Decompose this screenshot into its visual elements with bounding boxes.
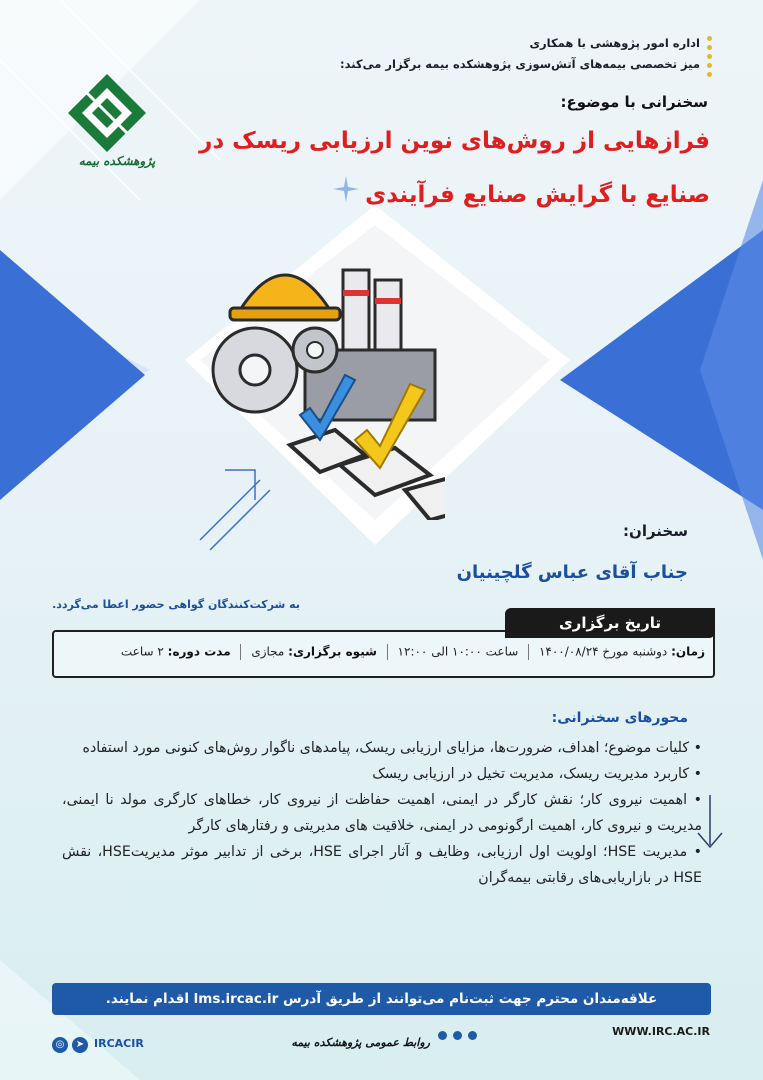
time-value: دوشنبه مورخ ۱۴۰۰/۰۸/۲۴	[538, 644, 668, 659]
list-item: • کاربرد مدیریت ریسک، مدیریت تخیل در ارزیابی ریسک	[372, 766, 702, 782]
topic-label: سخنرانی با موضوع:	[560, 93, 708, 111]
duration-label: مدت دوره:	[167, 644, 231, 659]
duration-value: ۲ ساعت	[120, 644, 164, 659]
intro-line-2: میز تخصصی بیمه‌های آتش‌سوزی پژوهشکده بیمه برگزار می‌کند:	[340, 57, 700, 71]
speaker-name: جناب آقای عباس گلچینیان	[456, 562, 688, 583]
speaker-label: سخنران:	[623, 522, 688, 540]
axes-label: محورهای سخنرانی:	[551, 710, 688, 726]
hard-hat-icon	[230, 275, 340, 320]
intro-line-1: اداره امور پژوهشی با همکاری	[529, 36, 700, 50]
schedule-row	[121, 644, 705, 660]
logo-icon	[66, 72, 148, 154]
telegram-icon[interactable]: ➤	[72, 1037, 88, 1053]
method-value: مجازی	[251, 644, 285, 659]
list-item: • کلیات موضوع؛ اهداف، ضرورت‌ها، مزایای ارزیابی ریسک، پیامدهای ناگوار روش‌های کنونی مورد استفاده	[82, 740, 702, 756]
axes-list	[62, 735, 702, 891]
list-item: • مدیریت HSE؛ اولویت اول ارزیابی، وظایف و آثار اجرای HSE، برخی از تدابیر موثر مدیریتHSE، نقش HSE در بازاریابی‌های رقابتی بیمه‌گران	[62, 844, 703, 886]
website-link[interactable]: WWW.IRC.AC.IR	[612, 1025, 710, 1038]
title-line-2: صنایع با گرایش صنایع فرآیندی	[365, 182, 710, 208]
hours-value: ساعت ۱۰:۰۰ الی ۱۲:۰۰	[397, 644, 519, 659]
date-badge: تاریخ برگزاری	[505, 608, 715, 638]
time-label: زمان:	[671, 644, 705, 659]
instagram-icon[interactable]: ◎	[52, 1037, 68, 1053]
industry-illustration	[195, 250, 445, 520]
bg-left-blue-triangle	[0, 250, 145, 500]
social-handle[interactable]: IRCACIR	[94, 1037, 144, 1050]
logo-caption: پژوهشکده بیمه	[78, 154, 156, 168]
title-line-1: فرازهایی از روش‌های نوین ارزیابی ریسک در	[199, 128, 710, 154]
registration-bar: علاقه‌مندان محترم جهت ثبت‌نام می‌توانند از طریق آدرس lms.ircac.ir اقدام نمایند.	[52, 983, 711, 1015]
header-dots	[707, 36, 713, 81]
list-item: • اهمیت نیروی کار؛ نقش کارگر در ایمنی، اهمیت حفاظت از نیروی کار، خطاهای کارگری مولد نا ایمنی، مدیریت و نیروی کار، اهمیت ارگونومی در ایمنی، خلاقیت های مدیریتی و رفتارهای کارگر	[62, 792, 702, 834]
method-label: شیوه برگزاری:	[288, 644, 377, 659]
footer-dots	[435, 1025, 480, 1044]
public-relations: روابط عمومی پژوهشکده بیمه	[291, 1036, 430, 1049]
certificate-note: به شرکت‌کنندگان گواهی حضور اعطا می‌گردد.	[52, 598, 300, 611]
